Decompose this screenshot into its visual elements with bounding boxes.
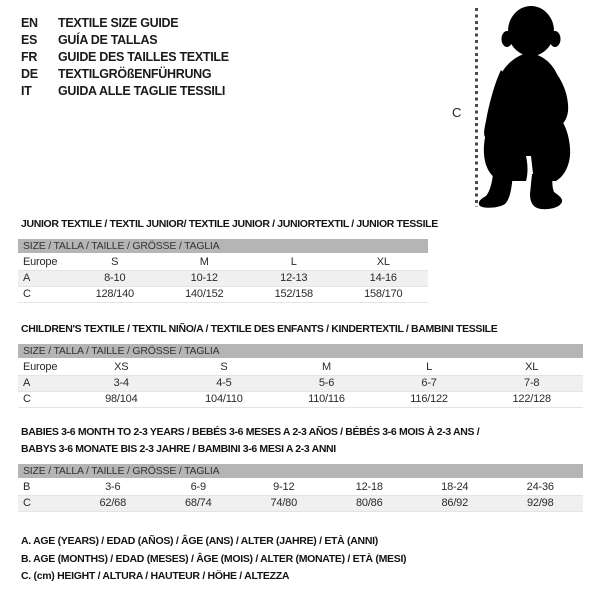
size-value-cell: L xyxy=(378,360,481,376)
size-value-cell: 24-36 xyxy=(498,480,584,496)
row-label-cell: Europe xyxy=(18,360,70,376)
size-value-cell: 14-16 xyxy=(339,271,429,287)
junior-textile-section xyxy=(18,216,438,303)
row-label-cell: A xyxy=(18,271,70,287)
language-code: IT xyxy=(21,84,32,98)
size-value-cell: 6-9 xyxy=(156,480,242,496)
size-value-cell: 3-4 xyxy=(70,376,173,392)
legend-line-a: A. AGE (YEARS) / EDAD (AÑOS) / ÂGE (ANS) / ALTER (JAHRE) / ETÀ (ANNI) xyxy=(21,535,378,547)
row-label-cell: A xyxy=(18,376,70,392)
table-row xyxy=(18,360,583,376)
legend-line-c: C. (cm) HEIGHT / ALTURA / HAUTEUR / HÖHE / ALTEZZA xyxy=(21,570,290,582)
babies-textile-section xyxy=(18,424,583,512)
size-value-cell: 68/74 xyxy=(156,496,242,512)
size-value-cell: 12-13 xyxy=(249,271,339,287)
size-value-cell: 128/140 xyxy=(70,287,160,303)
size-value-cell: XS xyxy=(70,360,173,376)
size-value-cell: 12-18 xyxy=(327,480,413,496)
size-value-cell: 122/128 xyxy=(480,392,583,408)
size-value-cell: 152/158 xyxy=(249,287,339,303)
size-value-cell: XL xyxy=(480,360,583,376)
height-measure-label: C xyxy=(452,105,462,120)
size-value-cell: 158/170 xyxy=(339,287,429,303)
size-table xyxy=(18,480,583,512)
size-value-cell: 116/122 xyxy=(378,392,481,408)
language-title: GUIDA ALLE TAGLIE TESSILI xyxy=(58,84,226,98)
language-row xyxy=(21,15,229,32)
language-row xyxy=(21,49,229,66)
section-title: BABYS 3-6 MONATE BIS 2-3 JAHRE / BAMBINI 3-6 MESI A 2-3 ANNI xyxy=(21,443,336,455)
size-value-cell: M xyxy=(275,360,378,376)
language-title: TEXTILE SIZE GUIDE xyxy=(58,16,179,30)
size-header-bar: SIZE / TALLA / TAILLE / GRÖSSE / TAGLIA xyxy=(18,239,428,253)
size-value-cell: XL xyxy=(339,255,429,271)
size-value-cell: 5-6 xyxy=(275,376,378,392)
table-row xyxy=(18,255,428,271)
size-value-cell: 104/110 xyxy=(173,392,276,408)
size-value-cell: 74/80 xyxy=(241,496,327,512)
section-title: JUNIOR TEXTILE / TEXTIL JUNIOR/ TEXTILE JUNIOR / JUNIORTEXTIL / JUNIOR TESSILE xyxy=(21,218,438,230)
row-label-cell: C xyxy=(18,496,70,512)
table-row xyxy=(18,496,583,512)
size-table xyxy=(18,360,583,408)
childrens-textile-section xyxy=(18,321,583,408)
language-title: GUÍA DE TALLAS xyxy=(58,33,158,47)
language-code: EN xyxy=(21,16,38,30)
size-value-cell: 6-7 xyxy=(378,376,481,392)
size-value-cell: S xyxy=(70,255,160,271)
language-row xyxy=(21,32,229,49)
section-title: BABIES 3-6 MONTH TO 2-3 YEARS / BEBÉS 3-6 MESES A 2-3 AÑOS / BÉBÉS 3-6 MOIS À 2-3 ANS / xyxy=(21,426,480,438)
legend-line-b: B. AGE (MONTHS) / EDAD (MESES) / ÂGE (MOIS) / ALTER (MONATE) / ETÀ (MESI) xyxy=(21,552,407,565)
size-value-cell: 98/104 xyxy=(70,392,173,408)
size-value-cell: 62/68 xyxy=(70,496,156,512)
size-value-cell: 4-5 xyxy=(173,376,276,392)
row-label-cell: C xyxy=(18,392,70,408)
size-value-cell: L xyxy=(249,255,339,271)
toddler-silhouette-icon xyxy=(470,4,600,216)
size-value-cell: M xyxy=(160,255,250,271)
language-title-list xyxy=(21,15,229,100)
height-measure-figure xyxy=(440,0,600,220)
size-value-cell: 8-10 xyxy=(70,271,160,287)
language-code: DE xyxy=(21,67,38,81)
size-value-cell: 86/92 xyxy=(412,496,498,512)
table-row xyxy=(18,271,428,287)
size-table xyxy=(18,255,428,303)
language-title: TEXTILGRÖßENFÜHRUNG xyxy=(58,67,212,81)
size-value-cell: S xyxy=(173,360,276,376)
language-code: ES xyxy=(21,33,38,47)
measure-legend xyxy=(21,533,406,586)
row-label-cell: B xyxy=(18,480,70,496)
size-value-cell: 80/86 xyxy=(327,496,413,512)
size-value-cell: 7-8 xyxy=(480,376,583,392)
language-title: GUIDE DES TAILLES TEXTILE xyxy=(58,50,229,64)
size-value-cell: 10-12 xyxy=(160,271,250,287)
size-value-cell: 92/98 xyxy=(498,496,584,512)
language-row xyxy=(21,83,229,100)
size-value-cell: 140/152 xyxy=(160,287,250,303)
table-row xyxy=(18,392,583,408)
table-row xyxy=(18,480,583,496)
language-code: FR xyxy=(21,50,38,64)
table-row xyxy=(18,287,428,303)
section-title: CHILDREN'S TEXTILE / TEXTIL NIÑO/A / TEXTILE DES ENFANTS / KINDERTEXTIL / BAMBINI TESSILE xyxy=(21,323,498,335)
size-value-cell: 18-24 xyxy=(412,480,498,496)
size-value-cell: 9-12 xyxy=(241,480,327,496)
size-value-cell: 110/116 xyxy=(275,392,378,408)
table-row xyxy=(18,376,583,392)
row-label-cell: C xyxy=(18,287,70,303)
size-header-bar: SIZE / TALLA / TAILLE / GRÖSSE / TAGLIA xyxy=(18,464,583,478)
size-header-bar: SIZE / TALLA / TAILLE / GRÖSSE / TAGLIA xyxy=(18,344,583,358)
language-row xyxy=(21,66,229,83)
size-value-cell: 3-6 xyxy=(70,480,156,496)
row-label-cell: Europe xyxy=(18,255,70,271)
